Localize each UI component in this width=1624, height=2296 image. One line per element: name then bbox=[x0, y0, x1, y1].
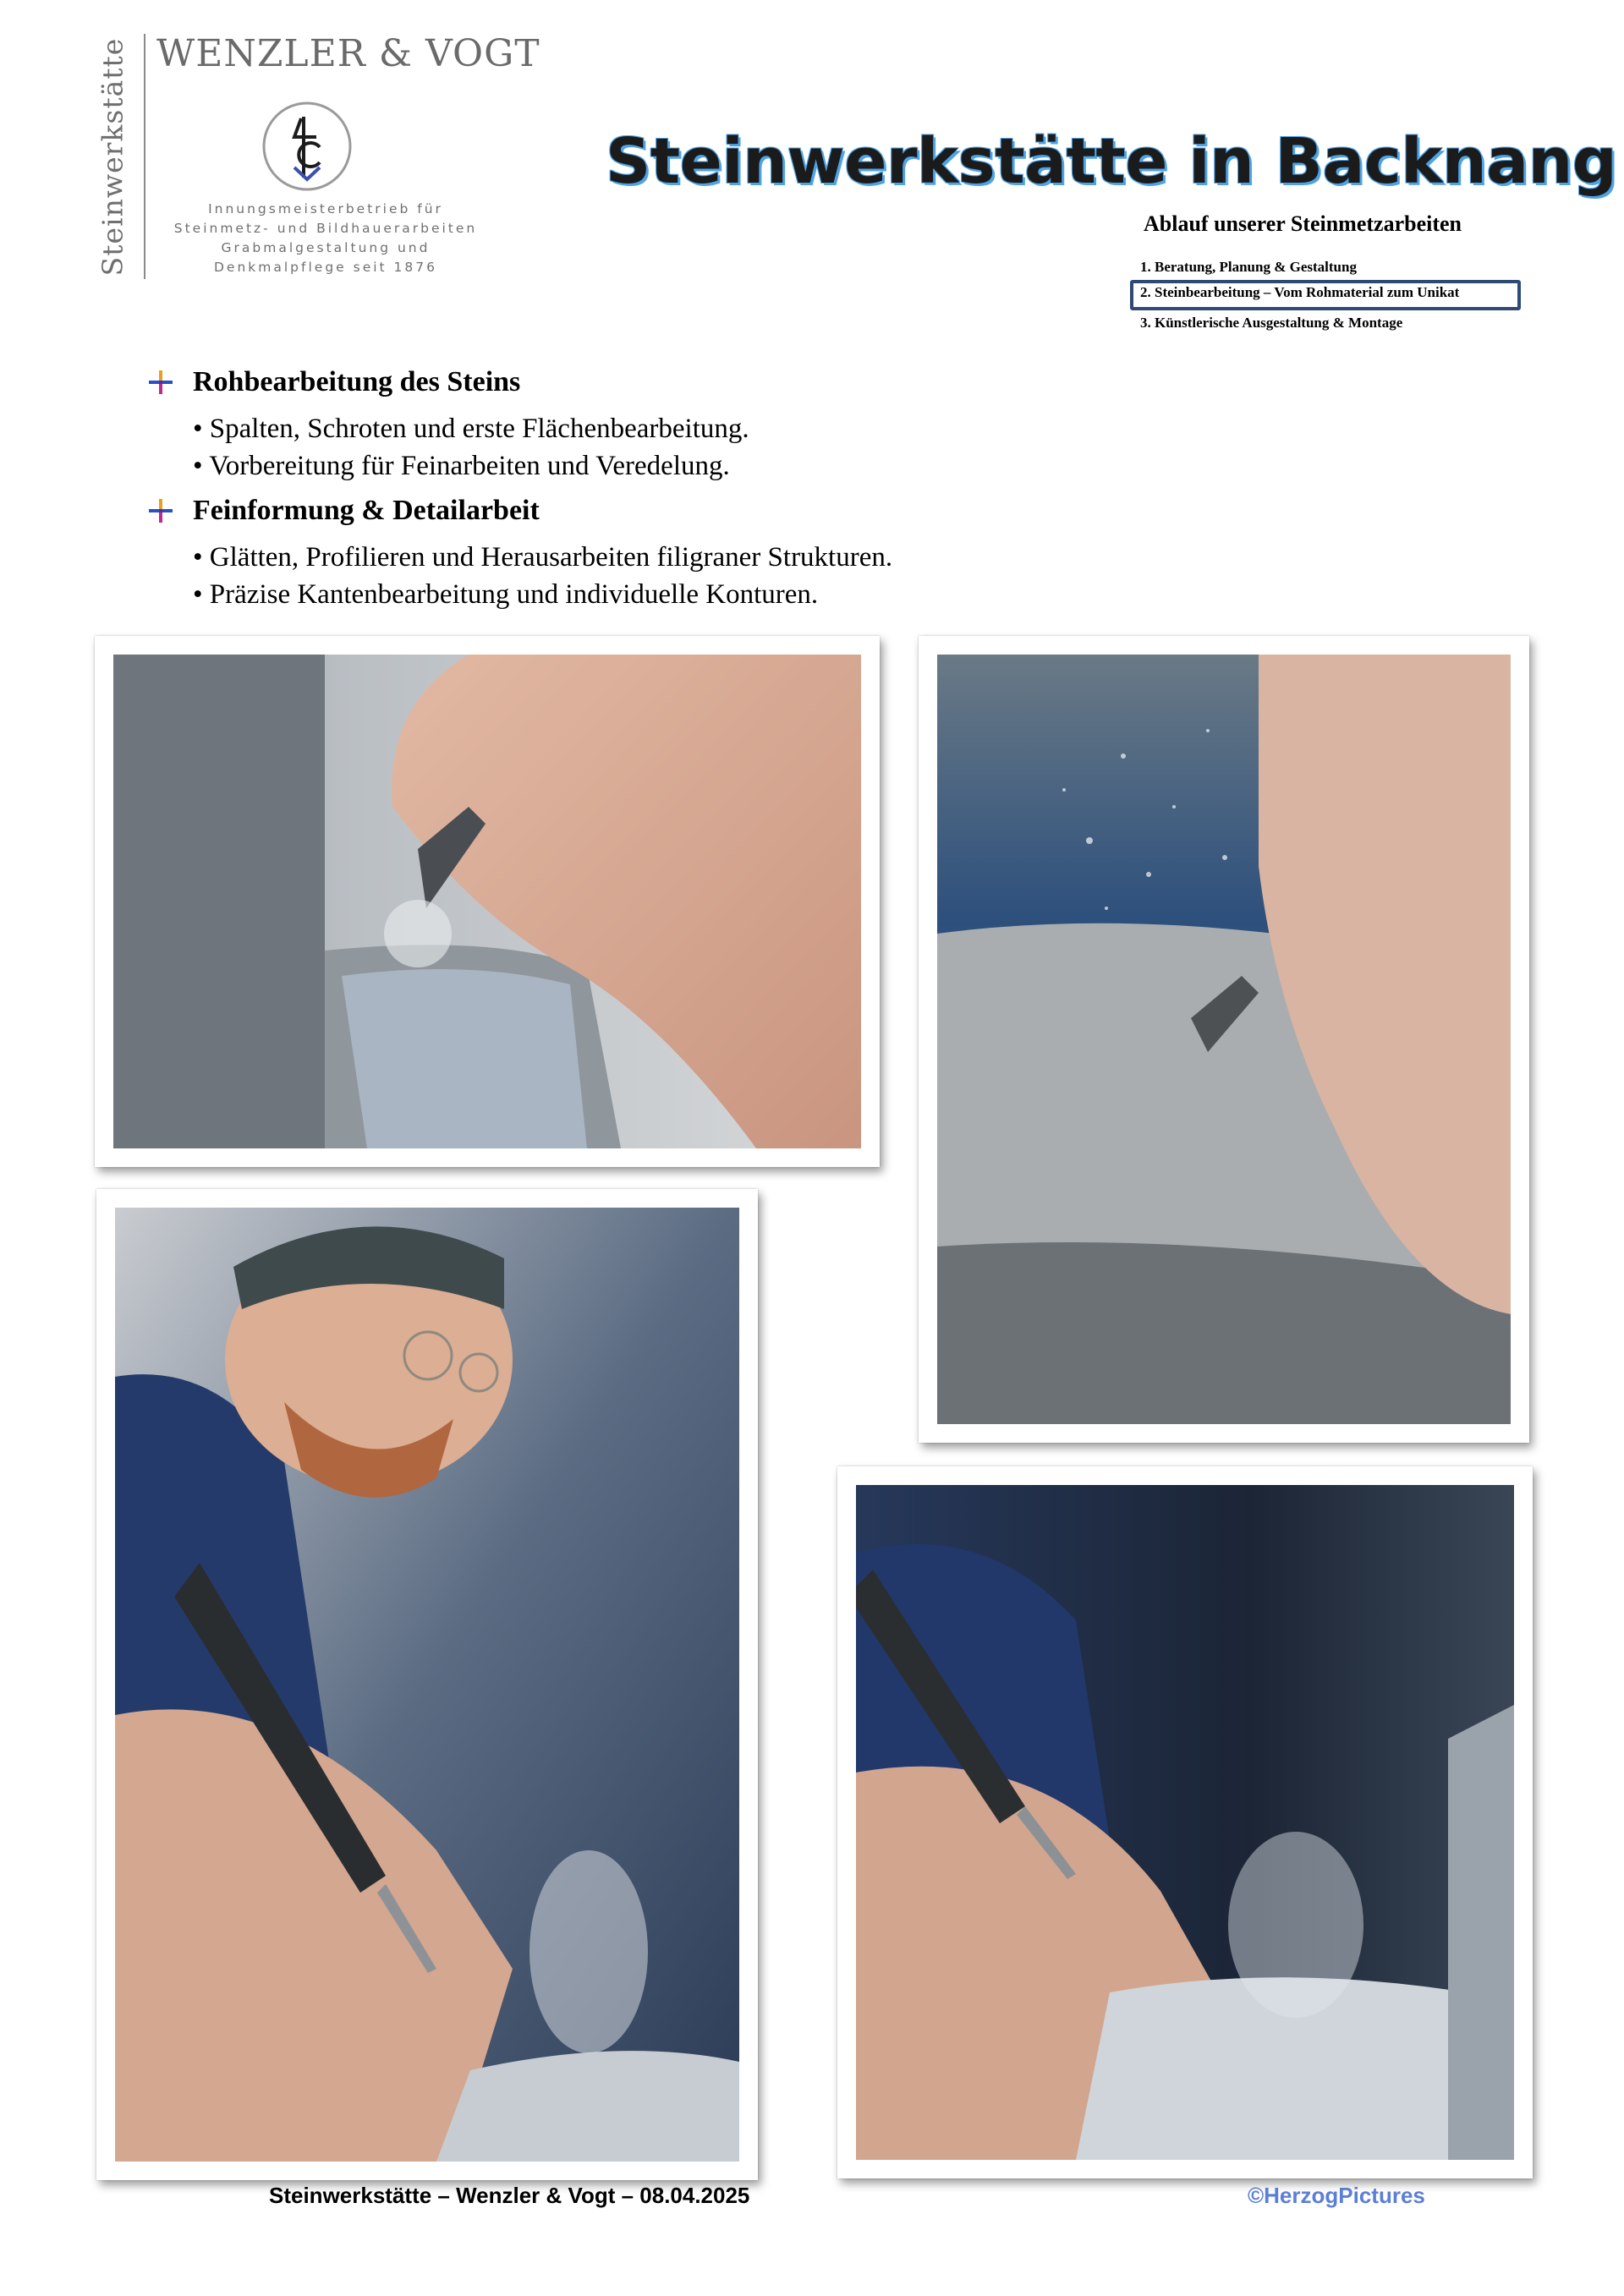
footer-photo-credit: ©HerzogPictures bbox=[1248, 2183, 1425, 2208]
photo-pneumatic-chisel bbox=[837, 1466, 1533, 2178]
photo-stonemason-portrait bbox=[96, 1189, 758, 2180]
page-title: Steinwerkstätte in Backnang bbox=[606, 125, 1617, 198]
logo-vertical-wordmark bbox=[91, 34, 134, 279]
logo-company-name: WENZLER & VOGT bbox=[156, 32, 540, 75]
photo-image bbox=[113, 655, 861, 1148]
four-color-cross-bullet-icon bbox=[147, 497, 174, 524]
logo-tagline-line: Innungsmeisterbetrieb für bbox=[208, 201, 443, 216]
logo-tagline-line: Steinmetz- und Bildhauerarbeiten bbox=[173, 221, 478, 236]
photo-chisel-closeup bbox=[95, 636, 880, 1167]
process-heading: Ablauf unserer Steinmetzarbeiten bbox=[1144, 211, 1462, 236]
logo-tagline-line: Grabmalgestaltung und bbox=[221, 240, 431, 255]
photo-image bbox=[937, 655, 1511, 1424]
tcv-monogram-emblem-icon bbox=[261, 100, 354, 193]
section-heading: Rohbearbeitung des Steins bbox=[193, 366, 521, 397]
logo-divider bbox=[144, 34, 145, 279]
section-heading: Feinformung & Detailarbeit bbox=[193, 495, 540, 526]
photo-image bbox=[856, 1485, 1514, 2160]
logo-tagline bbox=[156, 200, 495, 277]
section-item: • Spalten, Schroten und erste Flächenbearbeitung. bbox=[193, 414, 749, 444]
footer-text: Steinwerkstätte – Wenzler & Vogt – 08.04.2025 bbox=[269, 2183, 750, 2208]
four-color-cross-bullet-icon bbox=[147, 369, 174, 396]
process-step-2: 2. Steinbearbeitung – Vom Rohmaterial zum Unikat bbox=[1140, 284, 1460, 300]
process-step-3: 3. Künstlerische Ausgestaltung & Montage bbox=[1140, 315, 1403, 331]
section-item: • Glätten, Profilieren und Herausarbeiten filigraner Strukturen. bbox=[193, 542, 893, 573]
logo-tagline-line: Denkmalpflege seit 1876 bbox=[214, 260, 437, 275]
process-step-1: 1. Beratung, Planung & Gestaltung bbox=[1140, 259, 1357, 275]
photo-image bbox=[115, 1208, 739, 2162]
photo-chisel-dust bbox=[919, 636, 1529, 1443]
section-item: • Präzise Kantenbearbeitung und individuelle Konturen. bbox=[193, 579, 819, 610]
logo-vertical-text: Steinwerkstätte bbox=[96, 37, 129, 276]
section-item: • Vorbereitung für Feinarbeiten und Veredelung. bbox=[193, 451, 730, 481]
